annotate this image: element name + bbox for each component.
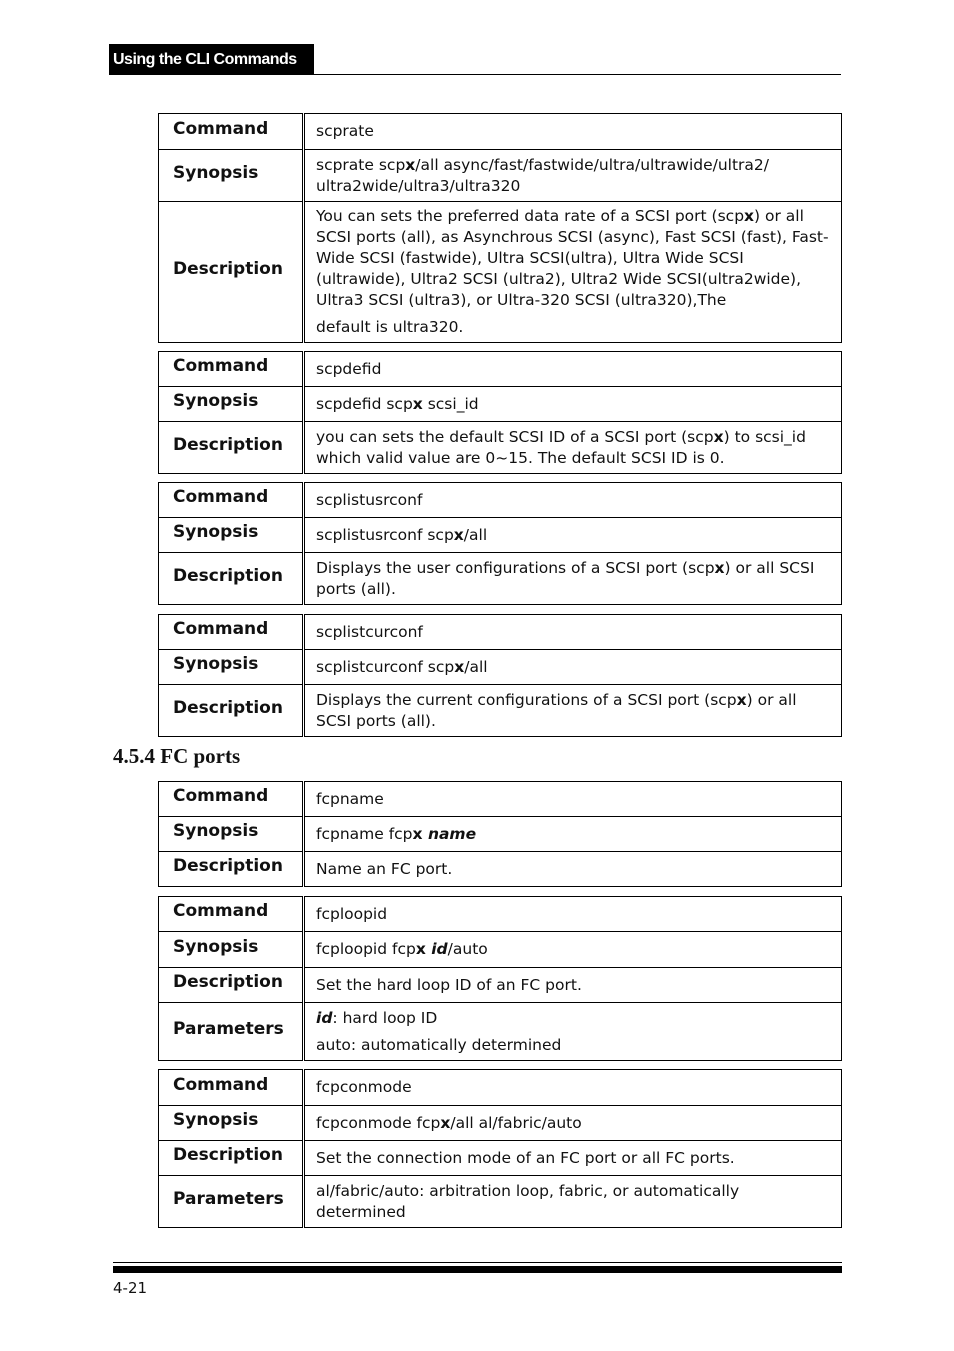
row-label: Command bbox=[159, 352, 304, 387]
synopsis-value bbox=[304, 817, 842, 852]
parameters-value bbox=[304, 1003, 842, 1061]
row-label: Command bbox=[159, 483, 304, 518]
row-label: Synopsis bbox=[159, 150, 304, 202]
parameter-line bbox=[316, 1008, 831, 1029]
description-text: Displays the current configurations of a SCSI port (scp bbox=[316, 690, 737, 709]
command-table-fcploopid bbox=[158, 896, 842, 1061]
command-table-scplistusrconf bbox=[158, 482, 842, 605]
table-row bbox=[159, 202, 842, 343]
table-row bbox=[159, 114, 842, 150]
command-table-scplistcurconf bbox=[158, 614, 842, 737]
table-row bbox=[159, 968, 842, 1003]
synopsis-text: /all async/fast/fastwide/ultra/ultrawide/ultra2/ ultra2wide/ultra3/ultra320 bbox=[316, 155, 770, 195]
command-value: scprate bbox=[304, 114, 842, 150]
description-value bbox=[304, 202, 842, 343]
table-row bbox=[159, 897, 842, 932]
synopsis-var: x bbox=[412, 394, 423, 413]
table-row bbox=[159, 150, 842, 202]
command-table-fcpconmode bbox=[158, 1069, 842, 1228]
synopsis-text: fcpname fcp bbox=[316, 824, 413, 843]
description-text: you can sets the default SCSI ID of a SCSI port (scp bbox=[316, 427, 714, 446]
row-label: Parameters bbox=[159, 1176, 304, 1228]
synopsis-var: x bbox=[453, 525, 464, 544]
description-var: x bbox=[744, 207, 755, 225]
header-rule bbox=[109, 74, 841, 75]
description-text: ) to scsi_id which valid value are 0~15. The default SCSI ID is 0. bbox=[316, 427, 806, 467]
synopsis-text: scprate scp bbox=[316, 155, 406, 174]
command-table-fcpname bbox=[158, 781, 842, 887]
table-row bbox=[159, 1176, 842, 1228]
synopsis-text: scplistcurconf scp bbox=[316, 657, 455, 676]
table-row bbox=[159, 518, 842, 553]
table-row bbox=[159, 387, 842, 422]
row-label: Command bbox=[159, 114, 304, 150]
description-var: x bbox=[714, 558, 725, 577]
table-row bbox=[159, 483, 842, 518]
command-value: fcpname bbox=[304, 782, 842, 817]
parameter-text: : hard loop ID bbox=[332, 1008, 438, 1027]
row-label: Command bbox=[159, 897, 304, 932]
command-value: fcpconmode bbox=[304, 1070, 842, 1106]
synopsis-var: x bbox=[440, 1113, 451, 1132]
command-value: scpdefid bbox=[304, 352, 842, 387]
synopsis-value bbox=[304, 1106, 842, 1141]
row-label: Command bbox=[159, 615, 304, 650]
row-label: Description bbox=[159, 553, 304, 605]
synopsis-value bbox=[304, 518, 842, 553]
synopsis-var: x bbox=[454, 657, 465, 676]
description-value: Set the connection mode of an FC port or all FC ports. bbox=[304, 1141, 842, 1176]
synopsis-text: /all bbox=[464, 657, 488, 676]
synopsis-arg: name bbox=[427, 824, 477, 843]
footer-rule-thin bbox=[113, 1262, 842, 1263]
description-para: default is ultra320. bbox=[316, 318, 464, 336]
table-row bbox=[159, 1070, 842, 1106]
row-label: Synopsis bbox=[159, 1106, 304, 1141]
row-label: Description bbox=[159, 202, 304, 343]
synopsis-var: x bbox=[415, 940, 432, 958]
description-value bbox=[304, 422, 842, 474]
table-row bbox=[159, 650, 842, 685]
description-value: Set the hard loop ID of an FC port. bbox=[304, 968, 842, 1003]
row-label: Synopsis bbox=[159, 387, 304, 422]
row-label: Parameters bbox=[159, 1003, 304, 1061]
command-value: scplistusrconf bbox=[304, 483, 842, 518]
description-value: Name an FC port. bbox=[304, 852, 842, 887]
synopsis-text: fcpconmode fcp bbox=[316, 1113, 441, 1132]
synopsis-text: /all bbox=[463, 525, 488, 544]
command-value: scplistcurconf bbox=[304, 615, 842, 650]
table-row bbox=[159, 1003, 842, 1061]
parameter-name: id bbox=[316, 1008, 333, 1027]
synopsis-arg: id bbox=[431, 940, 448, 958]
description-var: x bbox=[736, 690, 747, 709]
table-row bbox=[159, 1141, 842, 1176]
parameters-value: al/fabric/auto: arbitration loop, fabric, or automatically determined bbox=[304, 1176, 842, 1228]
synopsis-text: fcploopid fcp bbox=[316, 940, 416, 958]
synopsis-value bbox=[304, 150, 842, 202]
synopsis-text: /auto bbox=[447, 940, 488, 958]
command-table-scpdefid bbox=[158, 351, 842, 474]
table-row bbox=[159, 932, 842, 968]
synopsis-text: scsi_id bbox=[422, 394, 479, 413]
row-label: Synopsis bbox=[159, 932, 304, 968]
section-title: 4.5.4 FC ports bbox=[113, 744, 241, 768]
synopsis-value bbox=[304, 650, 842, 685]
row-label: Synopsis bbox=[159, 518, 304, 553]
table-row bbox=[159, 553, 842, 605]
description-text: Displays the user configurations of a SCSI port (scp bbox=[316, 558, 715, 577]
row-label: Description bbox=[159, 852, 304, 887]
table-row bbox=[159, 352, 842, 387]
chapter-header-title: Using the CLI Commands bbox=[113, 51, 297, 68]
description-var: x bbox=[713, 427, 724, 446]
table-row bbox=[159, 817, 842, 852]
description-text: ) or all SCSI ports (all). bbox=[316, 690, 797, 730]
parameter-line: auto: automatically determined bbox=[316, 1035, 562, 1054]
command-table-scprate bbox=[158, 113, 842, 343]
row-label: Command bbox=[159, 1070, 304, 1106]
row-label: Synopsis bbox=[159, 817, 304, 852]
row-label: Description bbox=[159, 1141, 304, 1176]
synopsis-text: /all al/fabric/auto bbox=[450, 1113, 582, 1132]
command-value: fcploopid bbox=[304, 897, 842, 932]
table-row bbox=[159, 615, 842, 650]
footer-rule-thick bbox=[113, 1266, 842, 1273]
table-row bbox=[159, 685, 842, 737]
row-label: Description bbox=[159, 968, 304, 1003]
row-label: Synopsis bbox=[159, 650, 304, 685]
description-text: ) or all SCSI ports (all), as Asynchrous SCSI (async), Fast SCSI (fast), Fast-Wide SCSI (fastwide), Ultra SCSI(ultra), Ultra Wide SCSI (ultrawide), Ultra2 SCSI (ultra2), Ultra2 Wide SCSI(ultra2wide), Ultra3 SCSI (ultra3), or Ultra-320 SCSI (ultra320),The bbox=[316, 207, 829, 309]
description-value bbox=[304, 553, 842, 605]
table-row bbox=[159, 782, 842, 817]
description-text: ) or all SCSI ports (all). bbox=[316, 558, 815, 598]
description-text: You can sets the preferred data rate of a SCSI port (scp bbox=[316, 207, 745, 225]
page-number: 4-21 bbox=[113, 1279, 148, 1297]
synopsis-var: x bbox=[405, 155, 416, 174]
row-label: Description bbox=[159, 685, 304, 737]
description-value bbox=[304, 685, 842, 737]
table-row bbox=[159, 422, 842, 474]
synopsis-value bbox=[304, 932, 842, 968]
chapter-header-tab bbox=[109, 44, 314, 74]
row-label: Description bbox=[159, 422, 304, 474]
synopsis-text: scplistusrconf scp bbox=[316, 525, 454, 544]
row-label: Command bbox=[159, 782, 304, 817]
synopsis-text: scpdefid scp bbox=[316, 394, 413, 413]
description-para bbox=[316, 206, 831, 311]
synopsis-var: x bbox=[412, 824, 428, 843]
synopsis-value bbox=[304, 387, 842, 422]
table-row bbox=[159, 852, 842, 887]
table-row bbox=[159, 1106, 842, 1141]
